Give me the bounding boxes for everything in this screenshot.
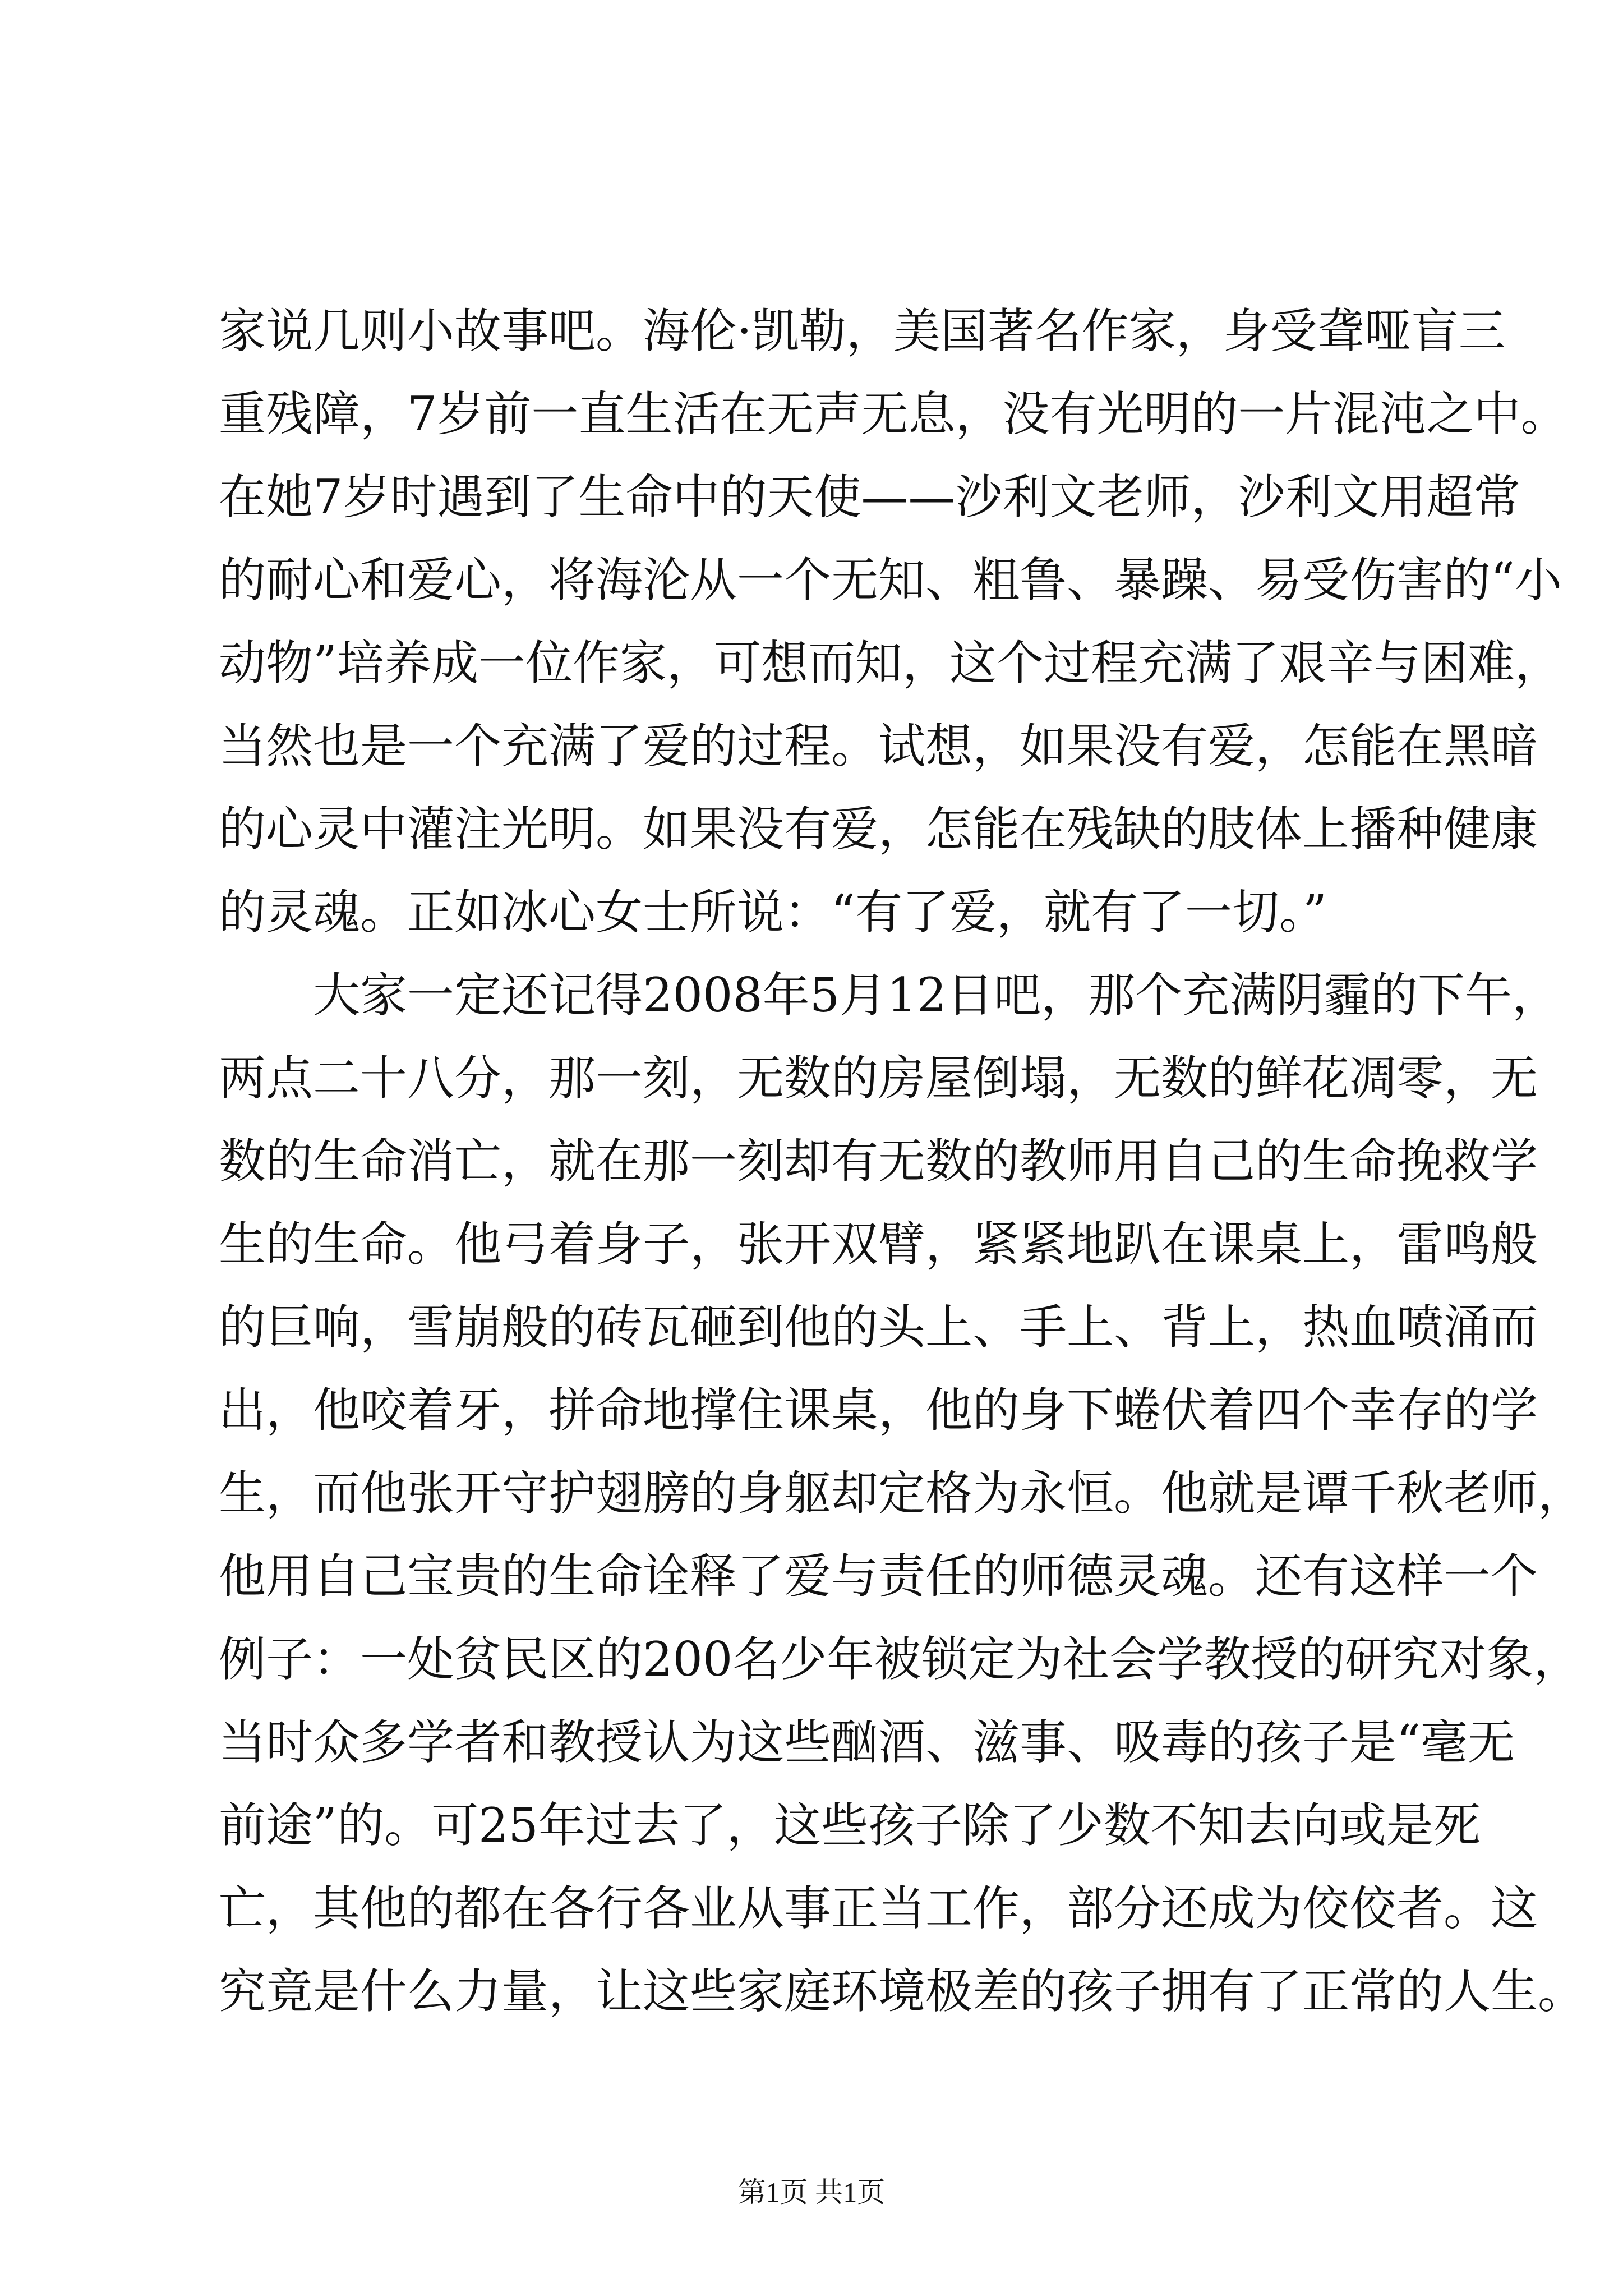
text-line: 前途”的。可25年过去了，这些孩子除了少数不知去向或是死 — [219, 1798, 1481, 1853]
text-line: 例子：一处贫民区的200名少年被锁定为社会学教授的研究对象， — [219, 1632, 1581, 1687]
text-line: 在她7岁时遇到了生命中的天使——沙利文老师，沙利文用超常 — [219, 470, 1521, 524]
text-line: 当然也是一个充满了爱的过程。试想，如果没有爱，怎能在黑暗 — [219, 719, 1538, 774]
text-line: 究竟是什么力量，让这些家庭环境极差的孩子拥有了正常的人生。 — [219, 1964, 1585, 2019]
paragraph-end-line: 的灵魂。正如冰心女士所说：“有了爱，就有了一切。” — [219, 885, 1327, 940]
text-line: 的心灵中灌注光明。如果没有爱，怎能在残缺的肢体上播种健康 — [219, 802, 1538, 857]
text-line: 当时众多学者和教授认为这些酗酒、滋事、吸毒的孩子是“毫无 — [219, 1715, 1515, 1770]
text-line: 重残障，7岁前一直生活在无声无息，没有光明的一片混沌之中。 — [219, 386, 1568, 441]
text-line: 的耐心和爱心，将海沦从一个无知、粗鲁、暴躁、易受伤害的“小 — [219, 553, 1562, 608]
text-line: 生的生命。他弓着身子，张开双臂，紧紧地趴在课桌上，雷鸣般 — [219, 1217, 1538, 1272]
text-line: 生，而他张开守护翅膀的身躯却定格为永恒。他就是谭千秋老师， — [219, 1466, 1585, 1521]
text-line: 两点二十八分，那一刻，无数的房屋倒塌，无数的鲜花凋零，无 — [219, 1051, 1538, 1106]
text-line: 出，他咬着牙，拼命地撑住课桌，他的身下蜷伏着四个幸存的学 — [219, 1383, 1538, 1438]
text-line: 动物”培养成一位作家，可想而知，这个过程充满了艰辛与困难， — [219, 636, 1562, 691]
text-line: 家说几则小故事吧。海伦·凯勒，美国著名作家，身受聋哑盲三 — [219, 303, 1506, 358]
paragraph-start-line: 大家一定还记得2008年5月12日吧，那个充满阴霾的下午， — [219, 968, 1560, 1023]
page-number-footer: 第1页 共1页 — [737, 2177, 886, 2208]
text-line: 亡，其他的都在各行各业从事正当工作，部分还成为佼佼者。这 — [219, 1881, 1538, 1936]
document-body — [219, 289, 1585, 2033]
text-line: 他用自己宝贵的生命诠释了爱与责任的师德灵魂。还有这样一个 — [219, 1549, 1538, 1604]
text-line: 数的生命消亡，就在那一刻却有无数的教师用自己的生命挽救学 — [219, 1134, 1538, 1189]
text-line: 的巨响，雪崩般的砖瓦砸到他的头上、手上、背上，热血喷涌而 — [219, 1300, 1538, 1355]
